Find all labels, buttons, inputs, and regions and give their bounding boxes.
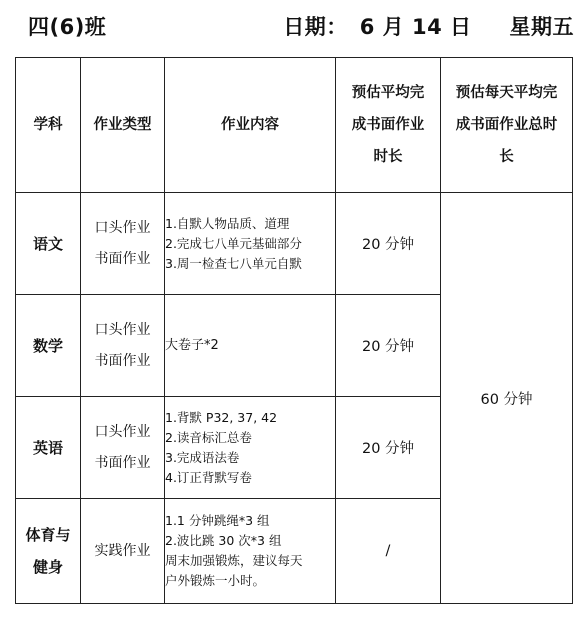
content-line: 3.完成语法卷: [165, 449, 240, 465]
duration-cell: 20 分钟: [336, 397, 441, 499]
content-line: 1.自默人物品质、道理: [165, 215, 290, 231]
content-line: 2.读音标汇总卷: [165, 429, 252, 445]
content-cell: [165, 397, 336, 499]
content-cell: [165, 499, 336, 604]
subject-label: 体育与: [25, 526, 71, 544]
type-label: 实践作业: [94, 542, 151, 559]
page-header: [28, 8, 574, 44]
subject-cell: [16, 499, 81, 604]
homework-table: [15, 57, 573, 604]
content-cell: [165, 193, 336, 295]
content-line: 2.波比跳 30 次*3 组: [165, 533, 282, 548]
subject-cell: [16, 397, 81, 499]
header-subject: 学科: [16, 58, 81, 193]
content-line: 2.完成七八单元基础部分: [165, 235, 302, 251]
subject-label: 语文: [32, 234, 63, 253]
type-label: 口头作业: [94, 219, 151, 236]
subject-cell: [16, 295, 81, 397]
header-row: [16, 58, 573, 193]
content-line: 户外锻炼一小时。: [165, 573, 266, 588]
duration-cell: /: [336, 499, 441, 604]
type-cell: [81, 193, 165, 295]
type-cell: [81, 499, 165, 604]
content-line: 1.1 分钟跳绳*3 组: [165, 513, 270, 528]
date-label: 日期：: [283, 15, 348, 39]
subject-label: 英语: [32, 438, 63, 457]
content-line: 3.周一检查七八单元自默: [165, 255, 302, 271]
content-line: 周末加强锻炼，建议每天: [165, 553, 303, 568]
subject-label: 数学: [32, 336, 63, 355]
header-daily-total-line: 成书面作业总时: [455, 117, 558, 133]
header-daily-total: [441, 58, 573, 193]
content-line: 1.背默 P32, 37, 42: [165, 409, 278, 425]
type-label: 书面作业: [94, 250, 151, 267]
subject-label: 健身: [32, 558, 63, 576]
subject-cell: [16, 193, 81, 295]
header-daily-total-line: 预估每天平均完: [455, 85, 558, 101]
date-group: [283, 11, 574, 41]
class-name: 四(6)班: [28, 15, 107, 39]
table-row: [16, 193, 573, 295]
content-cell: [165, 295, 336, 397]
duration-cell: 20 分钟: [336, 193, 441, 295]
header-estimated-time-line: 时长: [373, 149, 403, 165]
header-estimated-time-line: 成书面作业: [351, 117, 425, 133]
content-line: 大卷子*2: [165, 337, 219, 353]
type-cell: [81, 295, 165, 397]
type-label: 口头作业: [94, 423, 151, 440]
header-daily-total-line: 长: [499, 149, 514, 165]
daily-total-cell: 60 分钟: [441, 193, 573, 604]
header-estimated-time: [336, 58, 441, 193]
type-label: 书面作业: [94, 454, 151, 471]
header-type: 作业类型: [81, 58, 165, 193]
date-value: 6 月 14 日: [359, 15, 472, 39]
header-content: 作业内容: [165, 58, 336, 193]
content-line: 4.订正背默写卷: [165, 469, 252, 485]
type-label: 书面作业: [94, 352, 151, 369]
header-estimated-time-line: 预估平均完: [351, 85, 425, 101]
duration-cell: 20 分钟: [336, 295, 441, 397]
weekday: 星期五: [509, 15, 574, 39]
type-label: 口头作业: [94, 321, 151, 338]
type-cell: [81, 397, 165, 499]
